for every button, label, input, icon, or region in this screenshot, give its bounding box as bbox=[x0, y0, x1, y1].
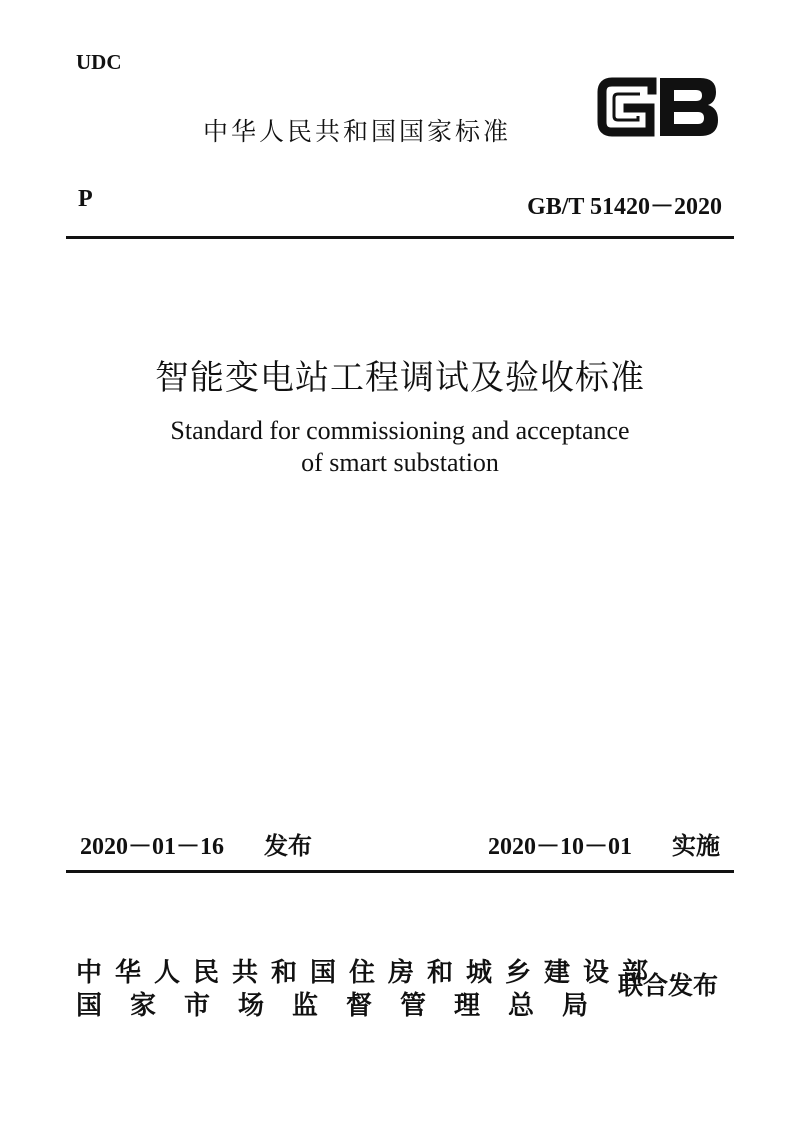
title-english-line2: of smart substation bbox=[301, 448, 499, 477]
title-chinese: 智能变电站工程调试及验收标准 bbox=[155, 360, 645, 397]
gb-logo bbox=[594, 72, 722, 142]
joint-issue-label: 联合发布 bbox=[618, 971, 719, 1000]
national-standard-heading: 中华人民共和国国家标准 bbox=[203, 117, 512, 146]
udc-label: UDC bbox=[76, 50, 122, 74]
gb-logo-g-letter bbox=[602, 82, 652, 132]
gb-logo-b-letter bbox=[660, 78, 718, 136]
issue-date: 2020－01－16 bbox=[80, 834, 224, 860]
implementation-date: 2020－10－01 bbox=[488, 834, 632, 860]
issuer-administration: 国家市场监督管理总局 bbox=[76, 991, 617, 1021]
bottom-divider bbox=[66, 870, 734, 873]
standard-number: GB/T 51420－2020 bbox=[527, 194, 722, 220]
classification-code: P bbox=[78, 186, 93, 212]
top-divider bbox=[66, 236, 734, 239]
implementation-label: 实施 bbox=[672, 832, 720, 860]
issue-label: 发布 bbox=[264, 832, 312, 860]
title-english-line1: Standard for commissioning and acceptance bbox=[170, 416, 630, 445]
issuer-ministry: 中华人民共和国住房和城乡建设部 bbox=[76, 958, 662, 988]
